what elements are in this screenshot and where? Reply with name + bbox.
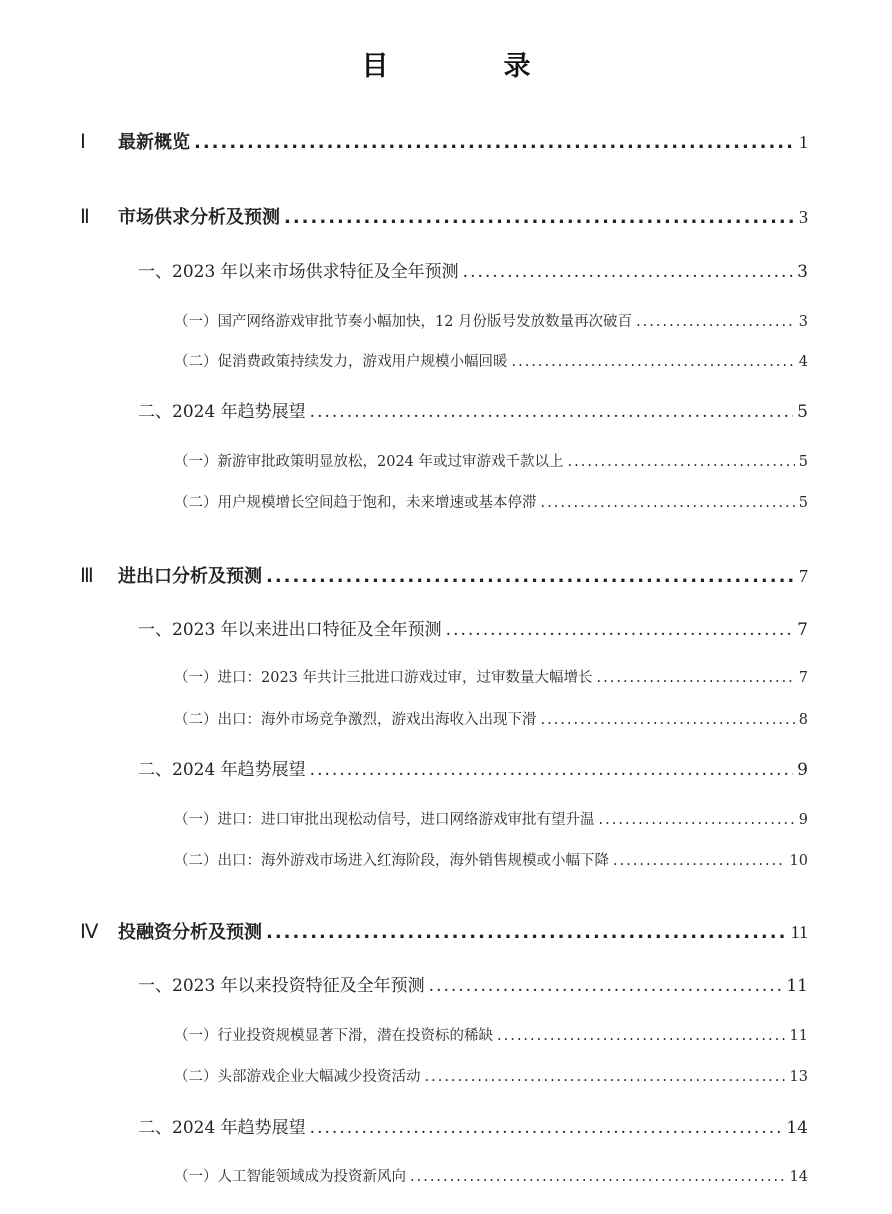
toc-entry-subsection[interactable]	[174, 666, 808, 687]
entry-title: （二）促消费政策持续发力，游戏用户规模小幅回暖	[174, 354, 508, 370]
toc-entry-section[interactable]	[138, 1113, 808, 1138]
entry-title: 投融资分析及预测	[118, 922, 262, 943]
dot-leader	[310, 402, 794, 422]
toc-entry-subsection[interactable]	[174, 310, 808, 331]
toc-entry-section[interactable]	[138, 971, 808, 996]
toc-entry-subsection[interactable]	[174, 1165, 808, 1186]
page-number: 9	[797, 760, 808, 780]
part-numeral: Ⅲ	[80, 565, 94, 587]
dot-leader	[541, 495, 795, 511]
dot-leader	[310, 760, 794, 780]
entry-title: （一）新游审批政策明显放松，2024 年或过审游戏千款以上	[174, 454, 564, 470]
toc-entry-subsection[interactable]	[174, 808, 808, 829]
entry-title: （二）出口：海外市场竞争激烈，游戏出海收入出现下滑	[174, 712, 537, 728]
toc-entry-subsection[interactable]	[174, 708, 808, 729]
entry-title: 最新概览	[118, 132, 190, 153]
dot-leader	[613, 853, 786, 869]
entry-title: 进出口分析及预测	[118, 566, 262, 587]
toc-title: 目 录	[361, 51, 575, 82]
page-number: 4	[798, 354, 808, 370]
entry-title: （一）国产网络游戏审批节奏小幅加快，12 月份版号发放数量再次破百	[174, 314, 633, 330]
toc-entry-section[interactable]	[138, 755, 808, 780]
page-number: 10	[789, 853, 808, 869]
page-number: 11	[786, 976, 808, 996]
toc-entry-subsection[interactable]	[174, 350, 808, 371]
dot-leader	[266, 566, 795, 587]
page-number: 3	[799, 207, 808, 227]
entry-title: 二、2024 年趋势展望	[138, 1118, 306, 1138]
dot-leader	[429, 976, 783, 996]
page-number: 7	[799, 566, 808, 586]
dot-leader	[497, 1028, 786, 1044]
page-number: 9	[798, 812, 808, 828]
entry-title: 二、2024 年趋势展望	[138, 760, 306, 780]
entry-title: （二）用户规模增长空间趋于饱和，未来增速或基本停滞	[174, 495, 537, 511]
entry-title: 市场供求分析及预测	[118, 207, 280, 228]
entry-title: 一、2023 年以来进出口特征及全年预测	[138, 620, 442, 640]
toc-entry-subsection[interactable]	[174, 491, 808, 512]
dot-leader	[463, 262, 794, 282]
dot-leader	[568, 454, 795, 470]
entry-title: （一）进口：2023 年共计三批进口游戏过审，过审数量大幅增长	[174, 670, 593, 686]
toc-entry-section[interactable]	[138, 615, 808, 640]
page-number: 11	[790, 922, 808, 942]
dot-leader	[266, 922, 787, 943]
dot-leader	[636, 314, 795, 330]
part-numeral: Ⅳ	[80, 921, 99, 943]
dot-leader	[410, 1169, 786, 1185]
page-number: 5	[798, 495, 808, 511]
page-number: 8	[798, 712, 808, 728]
page-number: 13	[789, 1069, 808, 1085]
part-numeral: Ⅱ	[80, 206, 90, 228]
page-number: 1	[799, 132, 808, 152]
entry-title: （二）出口：海外游戏市场进入红海阶段，海外销售规模或小幅下降	[174, 853, 609, 869]
entry-title: （二）头部游戏企业大幅减少投资活动	[174, 1069, 421, 1085]
dot-leader	[310, 1118, 783, 1138]
page-number: 5	[797, 402, 808, 422]
toc-entry-part-4[interactable]	[80, 918, 808, 944]
page-number: 11	[789, 1028, 808, 1044]
page-number: 7	[798, 670, 808, 686]
entry-title: （一）进口：进口审批出现松动信号，进口网络游戏审批有望升温	[174, 812, 595, 828]
page-number: 3	[797, 262, 808, 282]
entry-title: 二、2024 年趋势展望	[138, 402, 306, 422]
page-number: 14	[789, 1169, 808, 1185]
entry-title: 一、2023 年以来市场供求特征及全年预测	[138, 262, 459, 282]
dot-leader	[599, 812, 795, 828]
entry-title: （一）人工智能领域成为投资新风向	[174, 1169, 406, 1185]
dot-leader	[597, 670, 795, 686]
dot-leader	[446, 620, 794, 640]
page-number: 14	[786, 1118, 808, 1138]
entry-title: 一、2023 年以来投资特征及全年预测	[138, 976, 425, 996]
toc-entry-section[interactable]	[138, 397, 808, 422]
dot-leader	[512, 354, 795, 370]
toc-entry-subsection[interactable]	[174, 1065, 808, 1086]
entry-title: （一）行业投资规模显著下滑，潜在投资标的稀缺	[174, 1028, 493, 1044]
page-number: 3	[798, 314, 808, 330]
dot-leader	[284, 207, 795, 228]
toc-entry-subsection[interactable]	[174, 849, 808, 870]
toc-entry-subsection[interactable]	[174, 450, 808, 471]
toc-entry-section[interactable]	[138, 257, 808, 282]
page-number: 7	[797, 620, 808, 640]
toc-entry-part-1[interactable]	[80, 128, 808, 154]
dot-leader	[194, 132, 795, 153]
toc-entry-part-2[interactable]	[80, 203, 808, 229]
part-numeral: Ⅰ	[80, 131, 86, 153]
page-number: 5	[798, 454, 808, 470]
toc-entry-part-3[interactable]	[80, 562, 808, 588]
toc-entry-subsection[interactable]	[174, 1024, 808, 1045]
dot-leader	[425, 1069, 786, 1085]
dot-leader	[541, 712, 795, 728]
